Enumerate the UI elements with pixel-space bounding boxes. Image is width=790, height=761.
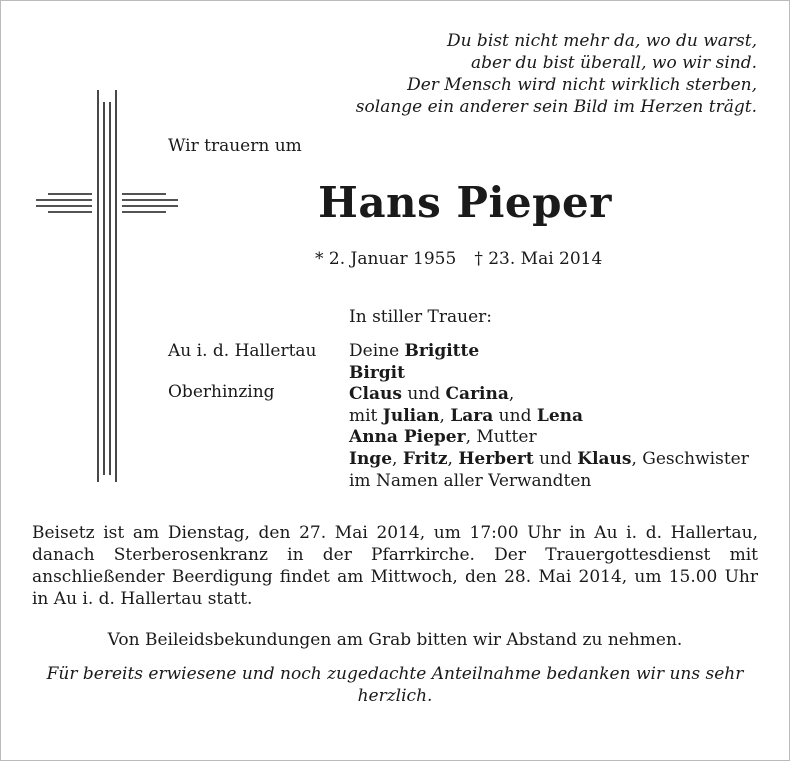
mourner-line [349,406,749,428]
text-part: Deine [349,341,405,361]
place-name: Au i. d. Hallertau [168,341,317,361]
condolence-request: Von Beileidsbekundungen am Grab bitten wir Abstand zu nehmen. [107,630,683,650]
text-part: , [508,384,515,405]
funeral-details: Beisetz ist am Dienstag, den 27. Mai 2014, um 17:00 Uhr in Au i. d. Hallertau, danach Sterberosenkranz in der Pfarrkirche. Der Trauergottesdienst mit anschließender Beerdigung findet am Mittwoch, den 28. Mai 2014, um 15.00 Uhr in Au i. d. Hallertau statt. [32,523,758,609]
mourner-line: im Namen aller Verwandten [349,470,592,491]
poem-line: solange ein anderer sein Bild im Herzen trägt. [355,97,757,117]
mourner-name: Carina [445,384,509,405]
text-part: , [392,448,403,469]
intro-text: Wir trauern um [168,136,302,156]
text-part: und [493,405,537,426]
mourner-name: Inge [349,448,393,469]
mourner-name: Lara [450,405,494,426]
mourner-line [349,341,749,363]
mourners-list [349,341,749,492]
text-part: , [439,405,451,426]
mourner-name: Birgit [349,362,405,383]
poem-line: Der Mensch wird nicht wirklich sterben, [407,75,757,95]
poem [237,30,757,118]
mourner-name: Klaus [577,448,632,469]
deceased-name: Hans Pieper [318,178,612,227]
poem-line: aber du bist überall, wo wir sind. [470,53,757,73]
life-dates [315,249,602,269]
text-part: mit [349,405,383,426]
mourner-name: Herbert [458,448,534,469]
thanks-text: Für bereits erwiesene und noch zugedachte Anteilnahme bedanken wir uns sehr herzlich. [46,664,744,706]
death-date: † 23. Mai 2014 [474,249,603,269]
poem-line: Du bist nicht mehr da, wo du warst, [446,31,757,51]
grief-heading: In stiller Trauer: [349,307,492,327]
mourner-name: Julian [382,405,440,426]
mourner-line [349,449,749,471]
mourner-name: Anna Pieper [349,427,466,448]
mourner-line [349,427,749,449]
text-part: , [447,448,459,469]
place-name: Oberhinzing [168,382,275,402]
birth-date: * 2. Januar 1955 [315,249,457,269]
text-part: , Mutter [465,427,537,448]
text-part: , Geschwister [631,448,749,469]
mourner-name: Claus [349,384,402,405]
mourner-name: Brigitte [404,341,480,361]
text-part: und [533,448,578,469]
mourner-line [349,384,749,406]
cross-icon [28,90,178,490]
mourner-line [349,363,749,385]
mourner-name: Fritz [402,448,448,469]
text-part: und [401,384,446,405]
mourner-name: Lena [536,405,584,426]
